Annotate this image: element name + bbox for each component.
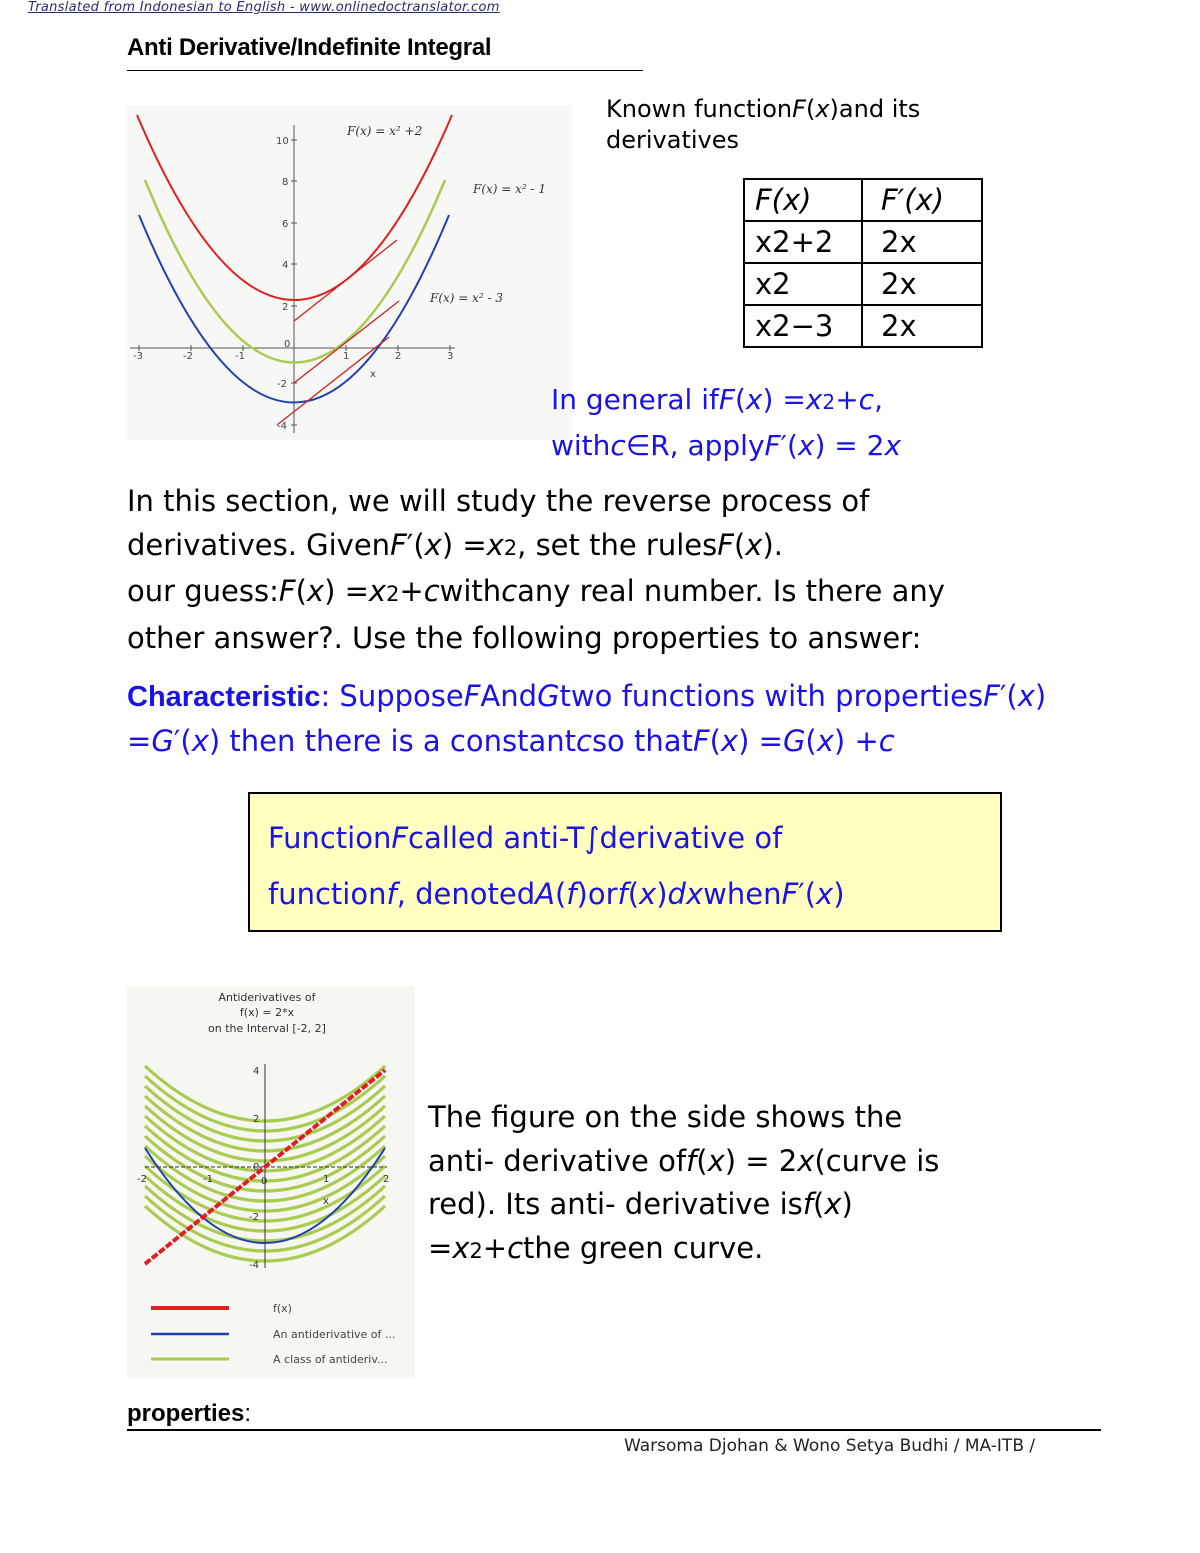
y-tick-label: 0	[253, 1162, 260, 1173]
y-tick-label: 6	[282, 219, 289, 230]
table-cell: 2x	[862, 263, 982, 305]
properties-heading: properties:	[127, 1400, 252, 1427]
y-tick-label: -2	[249, 1212, 259, 1223]
page-title: Anti Derivative/Indefinite Integral	[127, 34, 492, 61]
y-tick-label: 2	[253, 1114, 260, 1125]
derivative-table	[743, 178, 983, 348]
x-tick-label: 0	[261, 1176, 268, 1187]
legend-label: f(x)	[273, 1302, 292, 1315]
intro-paragraph: In this section, we will study the reverse process of derivatives. GivenF′(x) =x2, set the rulesF(x). our guess:F(x) =x2+cwithcany real number. Is there any other answer?. Use the following properties to answer:	[127, 484, 945, 655]
definition-box	[248, 792, 1002, 932]
y-tick-label: 8	[282, 177, 289, 188]
parabola-tangent-graph	[127, 105, 572, 440]
table-cell: x2−3	[744, 305, 862, 347]
table-cell: x2	[744, 263, 862, 305]
table-header-cell: F(x)	[744, 179, 862, 221]
x-tick-label: 1	[343, 351, 350, 362]
y-tick-label: -4	[249, 1260, 259, 1271]
graph-title: on the Interval [-2, 2]	[208, 1022, 326, 1035]
x-axis-label: x	[323, 1196, 329, 1207]
table-cell: 2x	[862, 221, 982, 263]
definition-text: FunctionFcalled anti-T∫derivative of functionf, denotedA(f)orf(x)dxwhenF′(x)	[268, 821, 845, 911]
graph-background	[127, 105, 572, 440]
table-cell: x2+2	[744, 221, 862, 263]
legend-label: An antiderivative of ...	[273, 1328, 396, 1341]
x-tick-label: -1	[235, 351, 245, 362]
table-cell: 2x	[862, 305, 982, 347]
table-row	[744, 221, 982, 263]
table-row	[744, 263, 982, 305]
footer-rule	[127, 1429, 1101, 1431]
x-tick-label: -2	[183, 351, 193, 362]
x-tick-label: 0	[284, 339, 291, 350]
translation-banner[interactable]: Translated from Indonesian to English - www.onlinedoctranslator.com	[28, 0, 500, 15]
x-tick-label: 1	[323, 1174, 330, 1185]
page-footer: Warsoma Djohan & Wono Setya Budhi / MA-ITB /	[624, 1436, 1036, 1456]
curve-label: F(x) = x² - 3	[430, 291, 504, 305]
y-tick-label: 4	[282, 260, 289, 271]
characteristic-statement: Characteristic: SupposeFAndGtwo functions with propertiesF′(x) =G′(x) then there is a constantcso thatF(x) =G(x) +c	[127, 679, 1047, 758]
antiderivatives-graph	[127, 986, 415, 1378]
curve-label: F(x) = x² +2	[347, 124, 423, 138]
x-tick-label: -1	[203, 1174, 213, 1185]
legend-label: A class of antideriv...	[273, 1353, 388, 1366]
x-tick-label: 3	[447, 351, 454, 362]
y-tick-label: -4	[277, 421, 287, 432]
curve-label: F(x) = x² - 1	[473, 182, 547, 196]
x-tick-label: 2	[383, 1174, 390, 1185]
y-tick-label: 2	[282, 302, 289, 313]
table-header-row	[744, 179, 982, 221]
x-tick-label: 2	[395, 351, 402, 362]
y-tick-label: 10	[276, 136, 289, 147]
x-tick-label: -3	[133, 351, 143, 362]
y-tick-label: -2	[277, 379, 287, 390]
x-tick-label: -2	[137, 1174, 147, 1185]
table-header-cell: F′(x)	[862, 179, 982, 221]
graph-title: Antiderivatives of	[218, 991, 316, 1004]
table-row	[744, 305, 982, 347]
general-statement: In general ifF(x) =x2+c, withc∈R, applyF′(x) = 2x	[551, 383, 902, 462]
known-functions-caption: Known functionF(x)and its derivatives	[606, 95, 921, 154]
figure-explanation: The figure on the side shows the anti- derivative off(x) = 2x(curve is red). Its anti- derivative isf(x) =x2+cthe green curve.	[428, 1100, 940, 1265]
graph-title: f(x) = 2*x	[239, 1006, 295, 1019]
title-underline	[127, 70, 643, 71]
y-tick-label: 4	[253, 1066, 260, 1077]
x-axis-label: x	[370, 369, 376, 380]
